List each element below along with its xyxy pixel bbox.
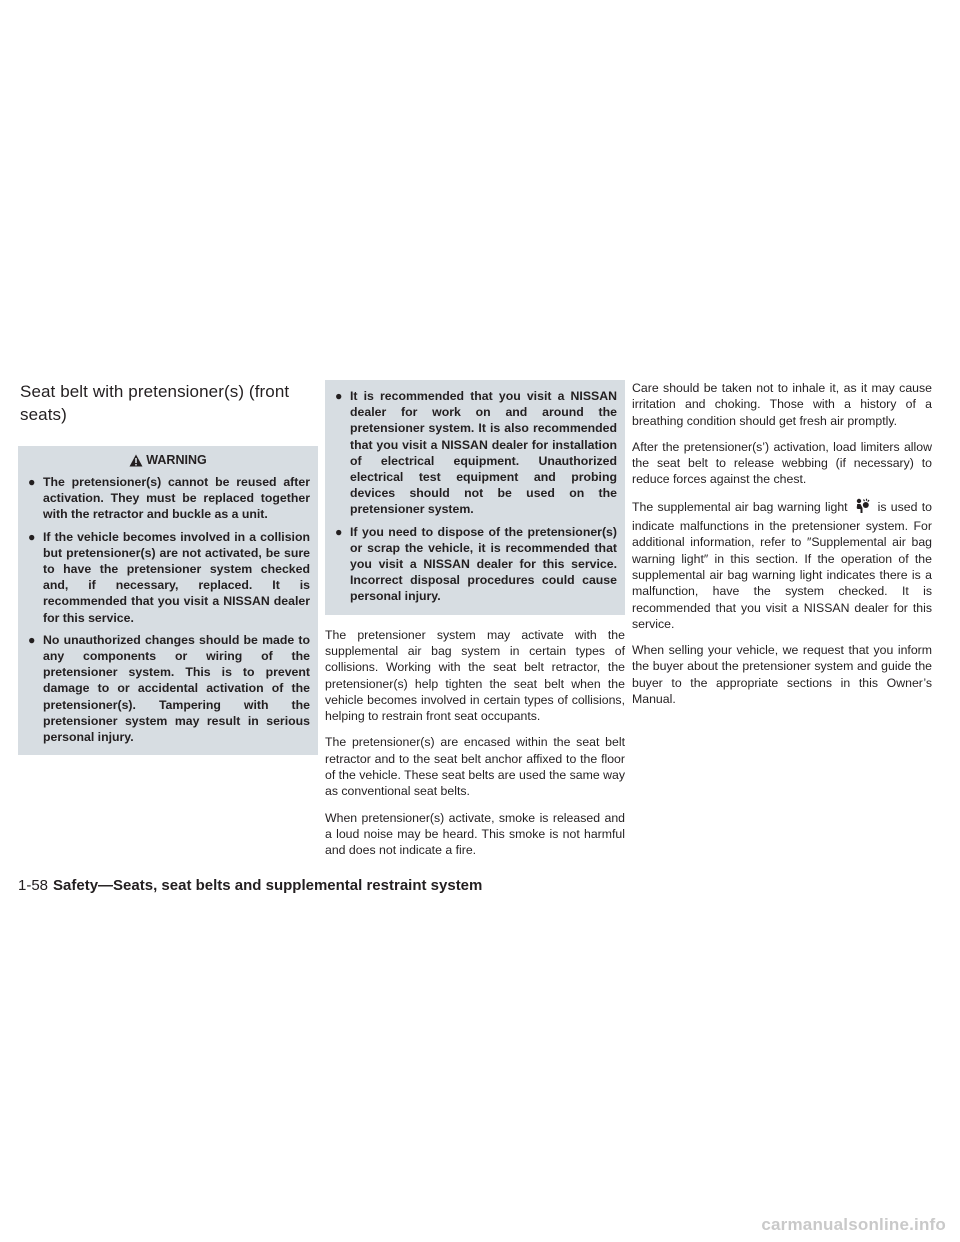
warning-item-text: It is recommended that you visit a NISSAN dealer for work on and around the pretensioner system. It is also recommended that you visit a NISSAN dealer for installation of electrical equipment. Unauthorized electrical test equipment and probing devices should not be used on the pretensioner system. xyxy=(350,389,617,517)
body-paragraph: When selling your vehicle, we request that you inform the buyer about the pretensioner system and guide the buyer to the appropriate sections in this Owner’s Manual. xyxy=(632,643,932,707)
warning-triangle-icon xyxy=(129,454,143,467)
section-title: Seat belt with pretensioner(s) (front seats) xyxy=(20,382,290,424)
body-paragraph xyxy=(632,498,932,632)
warning-box xyxy=(18,446,318,755)
chapter-title: Safety—Seats, seat belts and supplemental restraint system xyxy=(53,877,483,894)
airbag-light-text-after: is used to indicate malfunctions in the pretensioner system. For additional information, refer to ″Supplemental air bag warning light″ in this section. If the operation of the supplemental air bag warning light indicates there is a malfunction, have the system checked. It is recommended that you visit a NISSAN dealer for this service. xyxy=(632,499,932,631)
page-footer xyxy=(18,876,482,896)
body-paragraph: When pretensioner(s) activate, smoke is released and a loud noise may be heard. This smoke is not harmful and does not indicate a fire. xyxy=(325,810,625,858)
bullet-icon: ● xyxy=(335,524,343,539)
column-middle xyxy=(325,380,625,859)
warning-item xyxy=(333,524,617,605)
warning-label: WARNING xyxy=(146,453,207,467)
warning-item-text: The pretensioner(s) cannot be reused after activation. They must be replaced together with the retractor and buckle as a unit. xyxy=(43,475,310,522)
warning-item-text: No unauthorized changes should be made to any components or wiring of the pretensioner system. This is to prevent damage to or accidental activation of the pretensioner(s). Tampering with the pretensioner system may result in serious personal injury. xyxy=(43,632,310,745)
warning-item xyxy=(26,474,310,523)
body-paragraph: The pretensioner(s) are encased within the seat belt retractor and to the seat belt anchor affixed to the floor of the vehicle. These seat belts are used the same way as conventional seat belts. xyxy=(325,735,625,799)
watermark[interactable]: carmanualsonline.info xyxy=(761,1215,946,1234)
warning-item-text: If you need to dispose of the pretensioner(s) or scrap the vehicle, it is recommended that you visit a NISSAN dealer for this service. Incorrect disposal procedures could cause personal injury. xyxy=(350,524,617,604)
bullet-icon: ● xyxy=(335,389,343,403)
warning-item-text: If the vehicle becomes involved in a collision but pretensioner(s) are not activated, be sure to have the pretensioner system checked and, if necessary, replaced. It is recommended that you visit a NISSAN dealer for this service. xyxy=(43,529,310,625)
bullet-icon: ● xyxy=(28,632,36,647)
warning-item xyxy=(333,388,617,518)
warning-list xyxy=(333,388,617,605)
bullet-icon: ● xyxy=(28,529,36,544)
airbag-warning-light-icon xyxy=(854,498,870,518)
page-number: 1-58 xyxy=(18,877,49,894)
column-right xyxy=(632,380,932,707)
warning-item xyxy=(26,529,310,626)
warning-item xyxy=(26,632,310,745)
warning-box-continued xyxy=(325,380,625,615)
body-paragraph: The pretensioner system may activate with the supplemental air bag system in certain types of collisions. Working with the seat belt retractor, the pretensioner(s) help tighten the seat belt when the vehicle becomes involved in certain types of collisions, helping to restrain front seat occupants. xyxy=(325,627,625,724)
column-left xyxy=(18,380,318,755)
bullet-icon: ● xyxy=(28,475,36,489)
warning-list xyxy=(26,474,310,745)
body-paragraph: Care should be taken not to inhale it, as it may cause irritation and choking. Those with a history of a breathing condition should get fresh air promptly. xyxy=(632,381,932,428)
warning-heading xyxy=(26,452,310,468)
airbag-light-text-before: The supplemental air bag warning light xyxy=(632,499,848,514)
body-paragraph: After the pretensioner(s’) activation, load limiters allow the seat belt to release webbing (if necessary) to reduce forces against the chest. xyxy=(632,439,932,487)
